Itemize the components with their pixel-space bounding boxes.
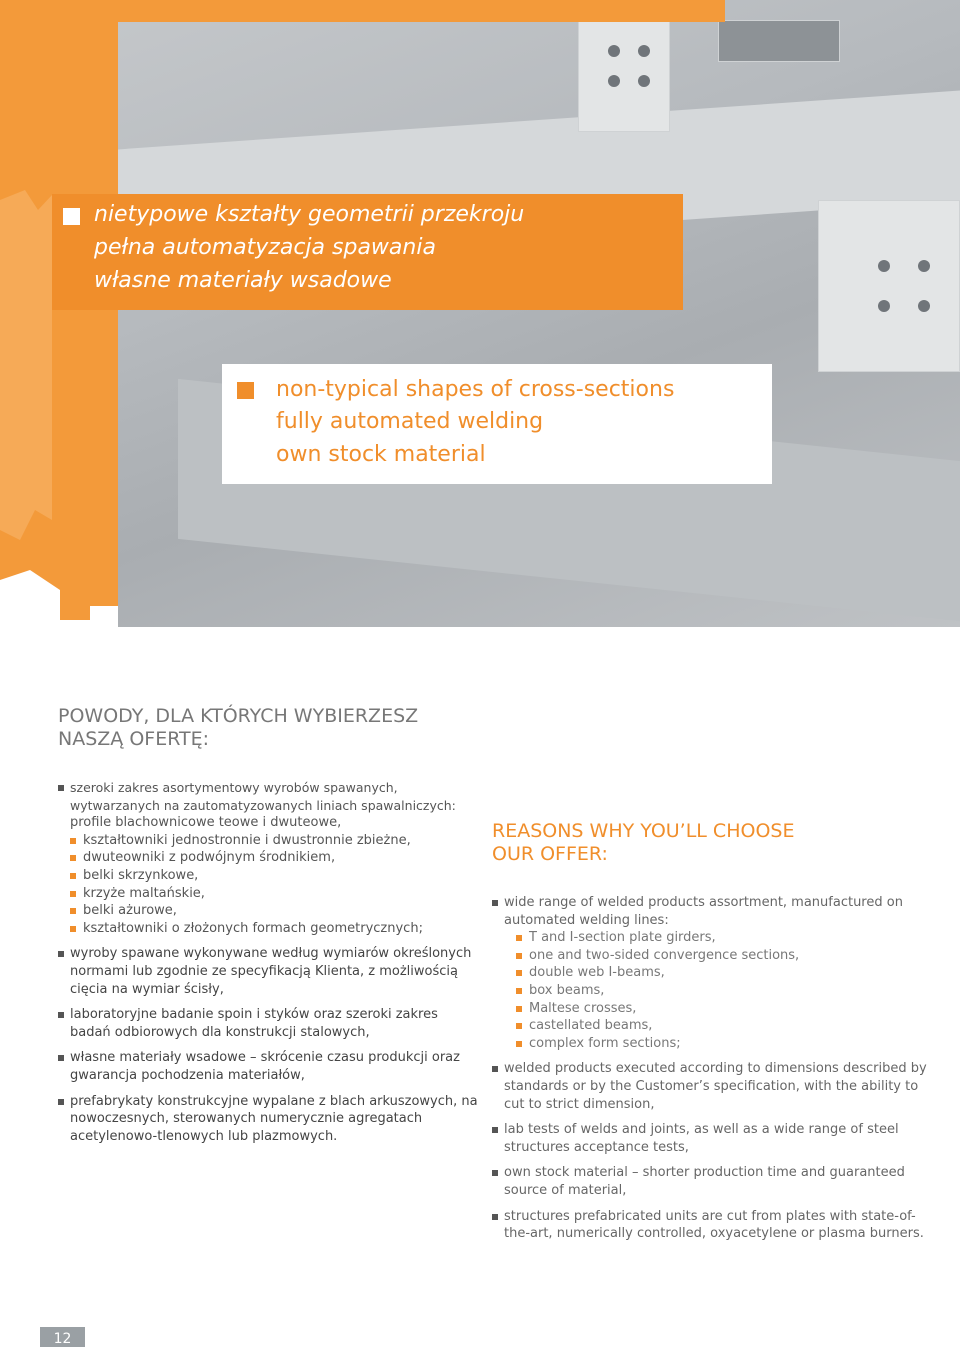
sub-list-item-text: castellated beams,	[529, 1018, 653, 1034]
square-bullet-icon	[70, 838, 76, 844]
square-bullet-icon	[70, 908, 76, 914]
square-bullet-icon	[70, 873, 76, 879]
list-item	[492, 1208, 932, 1243]
square-bullet-icon	[58, 785, 64, 791]
list-item-text: prefabrykaty konstrukcyjne wypalane z blach arkuszowych, na nowoczesnych, sterowanych numerycznie agregatach acetylenowo-tlenowych lub plazmowych.	[70, 1093, 478, 1144]
sub-list-item	[516, 929, 932, 947]
square-bullet-icon	[516, 988, 522, 994]
list-item	[58, 945, 478, 998]
top-orange-band	[40, 0, 725, 22]
page-number-box	[40, 1327, 85, 1347]
page-number: 12	[53, 1331, 72, 1347]
steel-beams-photo	[118, 0, 960, 627]
sub-list-item-text: double web I-beams,	[529, 965, 665, 981]
section-heading-en	[492, 820, 932, 866]
sub-list-item	[516, 1035, 932, 1053]
list-item-text: wyroby spawane wykonywane według wymiarów określonych normami lub zgodnie ze specyfikacją Klienta, z możliwością cięcia na wymiar ścisły,	[70, 946, 472, 997]
sub-list	[504, 929, 932, 1052]
square-bullet-icon	[516, 935, 522, 941]
item-list	[58, 945, 478, 1145]
sub-list-item-text: complex form sections;	[529, 1035, 681, 1051]
square-bullet-icon	[63, 208, 80, 225]
sub-list	[70, 814, 478, 937]
hero-pl-line: własne materiały wsadowe	[94, 268, 392, 293]
list-item-text: wide range of welded products assortment, manufactured on automated welding lines:	[504, 895, 903, 928]
list-item-text: lab tests of welds and joints, as well as a wide range of steel structures acceptance tests,	[504, 1122, 899, 1155]
hero-en-line: non-typical shapes of cross-sections	[276, 377, 675, 402]
sub-list-item	[70, 849, 478, 867]
list-item	[492, 1060, 932, 1113]
heading-line: REASONS WHY YOU’LL CHOOSE	[492, 820, 795, 842]
square-bullet-icon	[516, 1023, 522, 1029]
square-bullet-icon	[492, 1214, 498, 1220]
square-bullet-icon	[516, 1006, 522, 1012]
sub-list-item-text: krzyże maltańskie,	[83, 885, 205, 901]
hero-box-english	[222, 364, 772, 484]
sub-list-item	[70, 814, 478, 832]
heading-line: NASZĄ OFERTĘ:	[58, 728, 210, 750]
hero-pl-line: pełna automatyzacja spawania	[94, 235, 436, 260]
square-bullet-icon	[58, 1099, 64, 1105]
sub-list-item	[70, 885, 478, 903]
list-item-text: welded products executed according to dimensions described by standards or by the Customer’s specification, with the ability to cut to strict dimension,	[504, 1061, 927, 1112]
square-bullet-icon	[58, 951, 64, 957]
square-bullet-icon	[70, 855, 76, 861]
list-item	[492, 1164, 932, 1199]
heading-line: OUR OFFER:	[492, 843, 608, 865]
square-bullet-icon	[492, 900, 498, 906]
sub-list-item	[516, 1017, 932, 1035]
hero-pl-line: nietypowe kształty geometrii przekroju	[94, 202, 525, 227]
section-heading-pl	[58, 705, 478, 751]
sub-list-item	[516, 982, 932, 1000]
square-bullet-icon	[516, 1041, 522, 1047]
sub-list-item-text: belki ażurowe,	[83, 903, 177, 919]
sub-list-item-text: kształtowniki o złożonych formach geometrycznych;	[83, 920, 423, 936]
hero-en-line: fully automated welding	[276, 409, 544, 434]
list-item	[492, 1121, 932, 1156]
sub-list-item-text: belki skrzynkowe,	[83, 867, 199, 883]
square-bullet-icon	[237, 382, 254, 399]
sub-list-item	[70, 902, 478, 920]
gear-background	[0, 0, 960, 640]
heading-line: POWODY, DLA KTÓRYCH WYBIERZESZ	[58, 705, 419, 727]
sub-list-item-text: T and I-section plate girders,	[529, 930, 716, 946]
list-item	[58, 1049, 478, 1084]
list-item	[58, 1093, 478, 1146]
sub-list-item-text: one and two-sided convergence sections,	[529, 947, 800, 963]
square-bullet-icon	[70, 926, 76, 932]
square-bullet-icon	[70, 891, 76, 897]
sub-list-item	[516, 964, 932, 982]
hero-box-polish	[52, 194, 683, 310]
sub-list-item	[516, 1000, 932, 1018]
square-bullet-icon	[58, 1055, 64, 1061]
polish-column	[58, 705, 478, 1153]
sub-list-item	[70, 920, 478, 938]
list-item-text: structures prefabricated units are cut from plates with state-of-the-art, numerically controlled, oxyacetylene or plasma burners.	[504, 1208, 924, 1242]
list-item	[58, 779, 478, 937]
square-bullet-icon	[516, 953, 522, 959]
list-item-text: own stock material – shorter production time and guaranteed source of material,	[504, 1165, 905, 1198]
item-list	[492, 1060, 932, 1242]
english-column	[492, 820, 932, 1251]
list-item-text: własne materiały wsadowe – skrócenie czasu produkcji oraz gwarancja pochodzenia materiałów,	[70, 1050, 460, 1083]
sub-list-item	[516, 947, 932, 965]
list-item-text: laboratoryjne badanie spoin i styków oraz szeroki zakres badań odbiorowych dla konstrukcji stalowych,	[70, 1007, 438, 1040]
square-bullet-icon	[58, 1012, 64, 1018]
sub-list-item-text: profile blachownicowe teowe i dwuteowe,	[70, 815, 342, 831]
sub-list-item	[70, 867, 478, 885]
sub-list-item-text: kształtowniki jednostronnie i dwustronnie zbieżne,	[83, 832, 411, 848]
sub-list-item	[70, 832, 478, 850]
sub-list-item-text: box beams,	[529, 982, 605, 998]
sub-list-item-text: Maltese crosses,	[529, 1000, 637, 1016]
hero-en-line: own stock material	[276, 442, 486, 467]
list-item	[492, 894, 932, 1052]
square-bullet-icon	[492, 1066, 498, 1072]
square-bullet-icon	[516, 970, 522, 976]
sub-list-item-text: dwuteowniki z podwójnym środnikiem,	[83, 850, 336, 866]
list-item-text: szeroki zakres asortymentowy wyrobów spawanych, wytwarzanych na zautomatyzowanych liniach spawalniczych:	[70, 780, 456, 813]
square-bullet-icon	[492, 1127, 498, 1133]
list-item	[58, 1006, 478, 1041]
square-bullet-icon	[492, 1170, 498, 1176]
